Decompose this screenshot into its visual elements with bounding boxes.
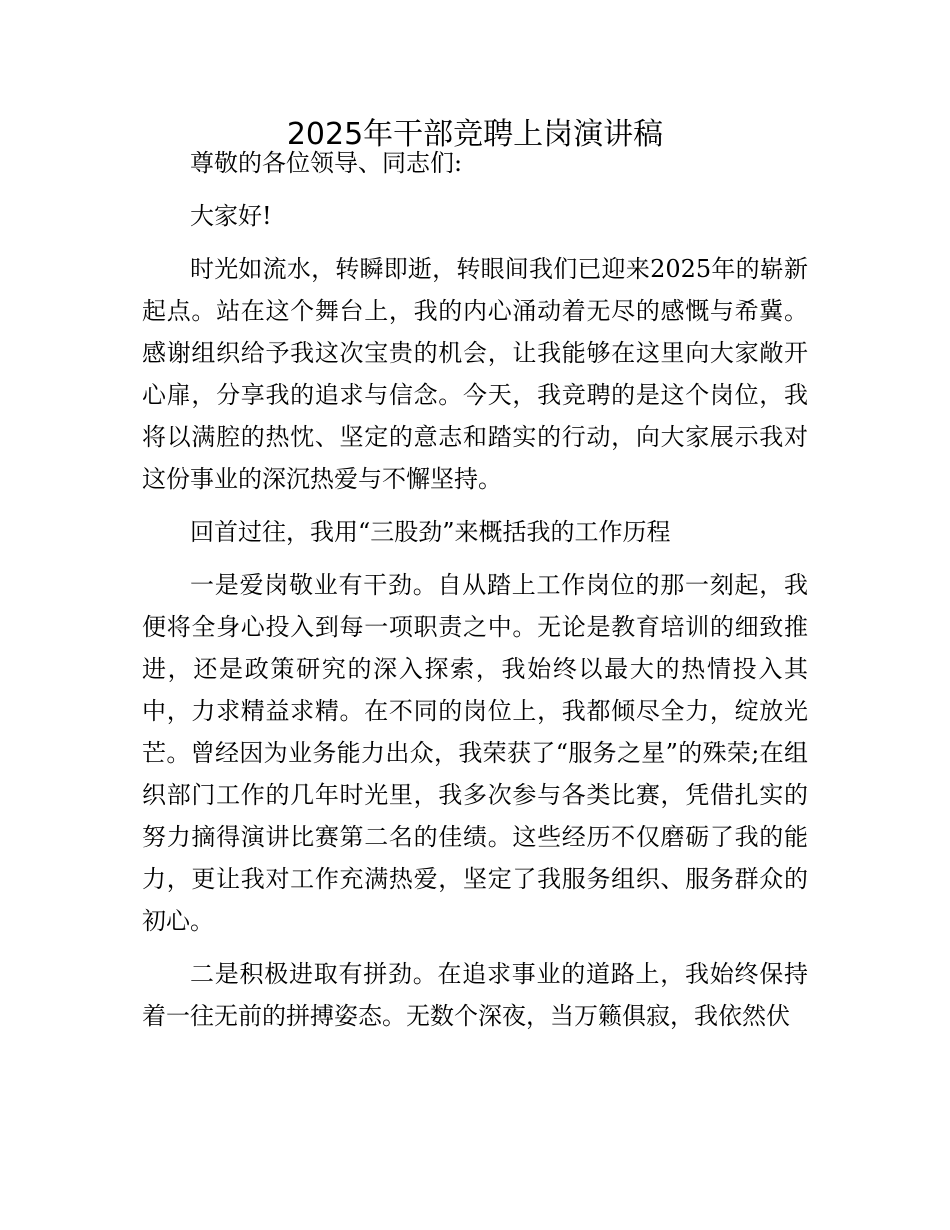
document-title: 2025年干部竞聘上岗演讲稿 bbox=[286, 117, 664, 152]
intro-paragraph: 时光如流水，转瞬即逝，转眼间我们已迎来2025年的崭新起点。站在这个舞台上，我的内心涌动着无尽的感慨与希冀。感谢组织给予我这次宝贵的机会，让我能够在这里向大家敞开心扉，分享我的追求与信念。今天，我竞聘的是这个岗位，我将以满腔的热忱、坚定的意志和踏实的行动，向大家展示我对这份事业的深沉热爱与不懈坚持。 bbox=[142, 255, 808, 493]
point-one-paragraph: 一是爱岗敬业有干劲。自从踏上工作岗位的那一刻起，我便将全身心投入到每一项职责之中。无论是教育培训的细致推进，还是政策研究的深入探索，我始终以最大的热情投入其中，力求精益求精。在不同的岗位上，我都倾尽全力，绽放光芒。曾经因为业务能力出众，我荣获了“服务之星”的殊荣;在组织部门工作的几年时光里，我多次参与各类比赛，凭借扎实的努力摘得演讲比赛第二名的佳绩。这些经历不仅磨砺了我的能力，更让我对工作充满热爱，坚定了我服务组织、服务群众的初心。 bbox=[142, 571, 808, 935]
greeting: 大家好! bbox=[190, 202, 272, 230]
salutation: 尊敬的各位领导、同志们: bbox=[190, 149, 463, 177]
document-body bbox=[142, 142, 808, 1037]
summary-line: 回首过往，我用“三股劲”来概括我的工作历程 bbox=[190, 518, 671, 546]
point-two-paragraph: 二是积极进取有拼劲。在追求事业的道路上，我始终保持着一往无前的拼搏姿态。无数个深夜，当万籁俱寂，我依然伏 bbox=[142, 960, 808, 1030]
